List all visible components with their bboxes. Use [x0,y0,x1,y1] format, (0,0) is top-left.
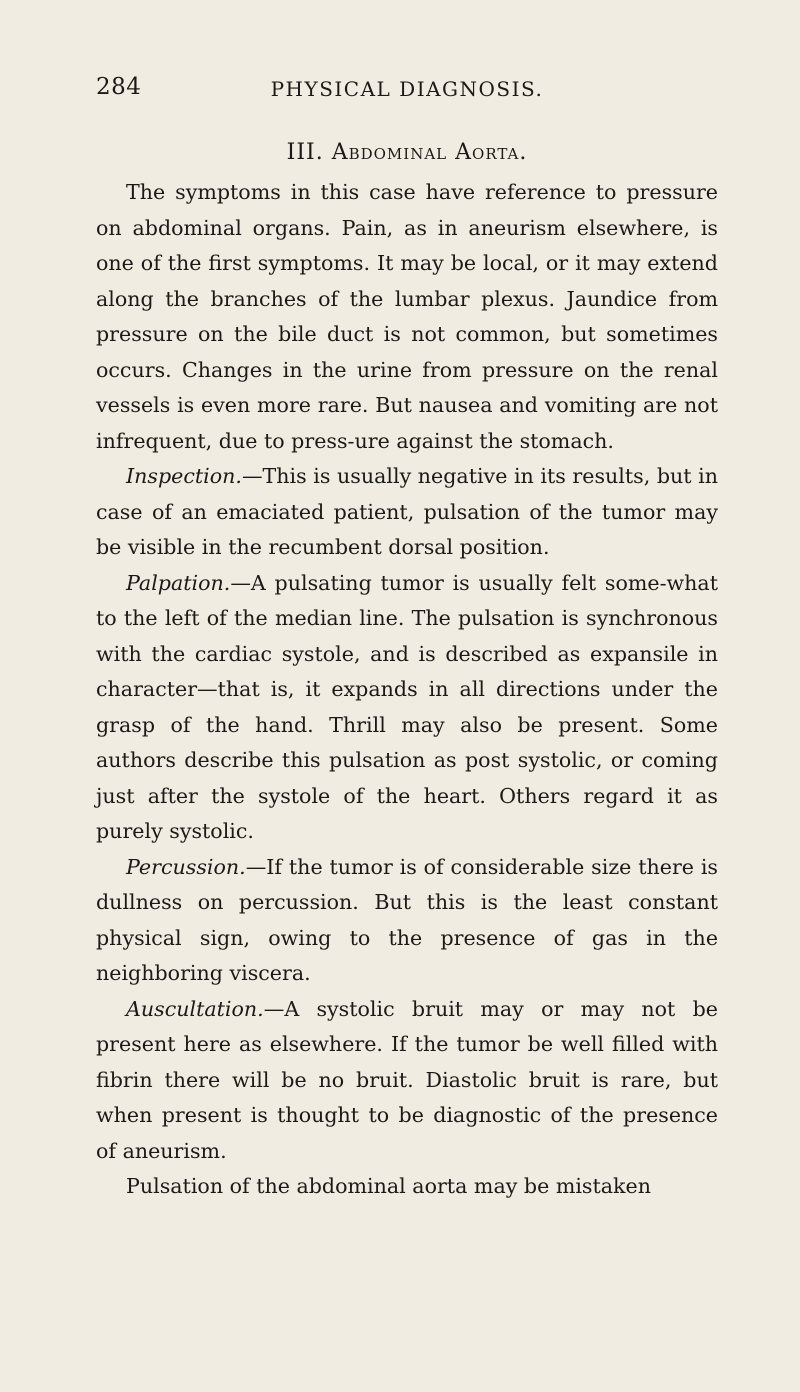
paragraph-symptoms [96,175,718,459]
body-text [96,175,718,1205]
paragraph-pulsation [96,1169,718,1205]
book-page [0,74,800,1392]
paragraph-auscultation [96,992,718,1170]
paragraph-label: Auscultation. [126,996,264,1021]
paragraph-label: Inspection. [126,464,242,488]
paragraph-label: Palpation. [126,570,231,595]
page-number: 284 [96,74,142,100]
paragraph-text: —A pulsating tumor is usually felt some-what to the left of the median line. The pulsation is synchronous with the cardiac systole, and is described as expansile in character—that is, it expands in all directions under the grasp of the hand. Thrill may also be present. Some authors describe this pulsation as post systolic, or coming just after the systole of the heart. Others regard it as purely systolic. [96,570,718,843]
paragraph-palpation [96,566,718,850]
paragraph-text: Pulsation of the abdominal aorta may be mistaken [126,1174,651,1198]
section-heading: III. Abdominal Aorta. [286,140,528,165]
paragraph-text: —This is usually negative in its results, but in case of an emaciated patient, pulsation of the tumor may be visible in the recumbent dorsal position. [96,464,718,559]
running-head [96,74,718,104]
paragraph-inspection [96,459,718,566]
paragraph-text: —If the tumor is of considerable size there is dullness on percussion. But this is the least constant physical sign, owing to the presence of gas in the neighboring viscera. [96,854,718,985]
running-title: PHYSICAL DIAGNOSIS. [270,77,544,101]
paragraph-label: Percussion. [126,854,246,879]
paragraph-percussion [96,850,718,992]
paragraph-text: The symptoms in this case have reference to pressure on abdominal organs. Pain, as in aneurism elsewhere, is one of the first symptoms. It may be local, or it may extend along the branches of the lumbar plexus. Jaundice from pressure on the bile duct is not common, but sometimes occurs. Changes in the urine from pressure on the renal vessels is even more rare. But nausea and vomiting are not infrequent, due to press-ure against the stomach. [96,180,718,453]
paragraph-text: —A systolic bruit may or may not be present here as elsewhere. If the tumor be well filled with fibrin there will be no bruit. Diastolic bruit is rare, but when present is thought to be diagnostic of the presence of aneurism. [96,996,718,1163]
